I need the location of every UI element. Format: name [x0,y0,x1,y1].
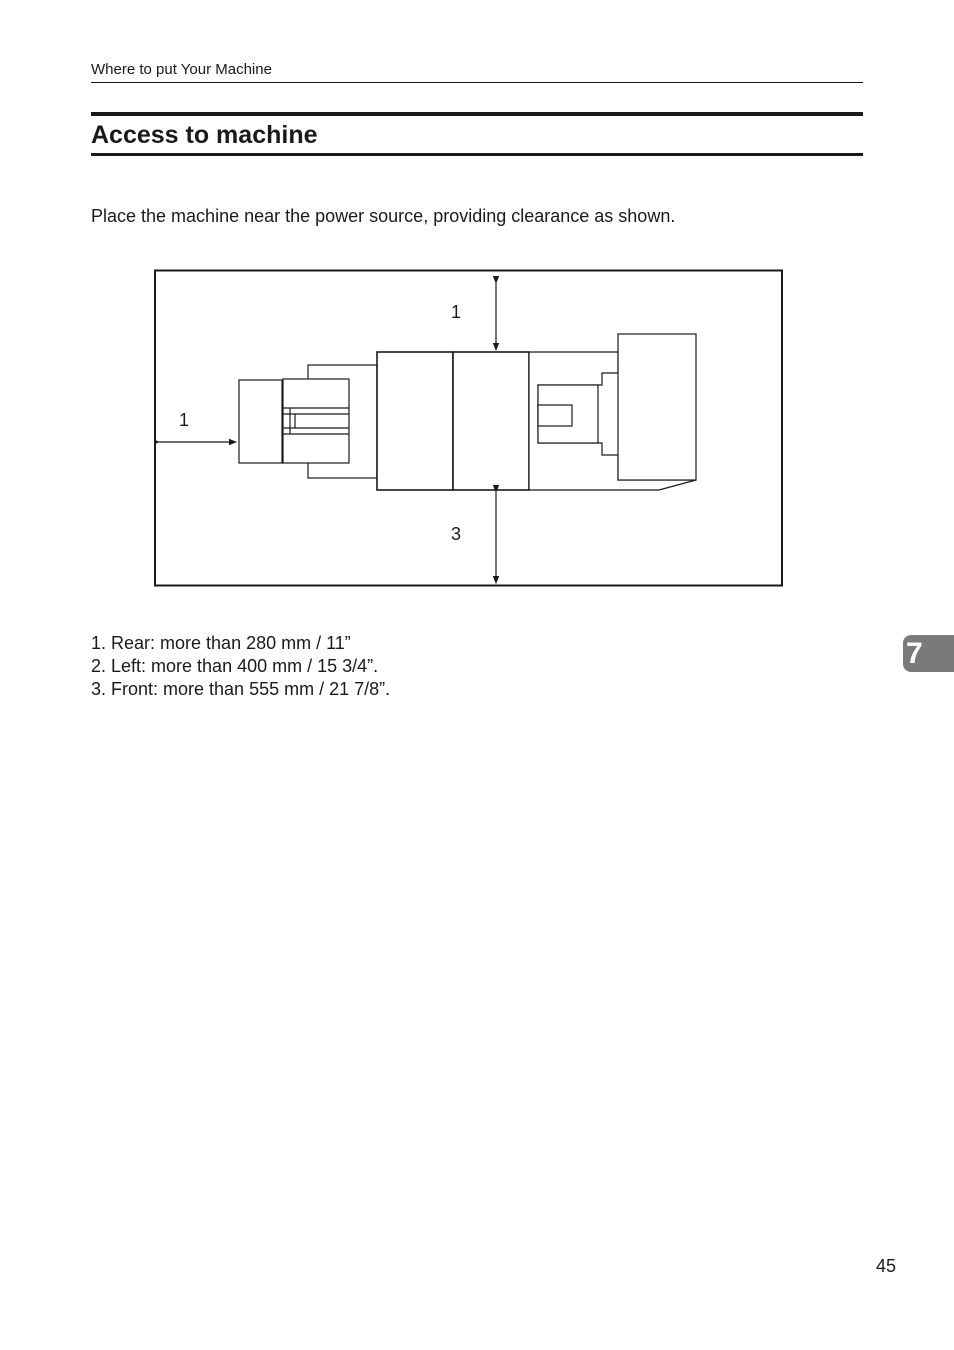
rear-clearance-label: 1 [451,302,462,322]
page-title: Access to machine [91,121,318,149]
list-item: 2. Left: more than 400 mm / 15 3/4”. [91,656,379,676]
list-item: 1. Rear: more than 280 mm / 11” [91,633,351,653]
intro-text: Place the machine near the power source, providing clearance as shown. [91,206,676,226]
left-clearance-label: 1 [179,410,190,430]
list-item: 3. Front: more than 555 mm / 21 7/8”. [91,679,391,699]
title-rule-bottom [91,153,863,156]
front-clearance-label: 3 [451,524,462,544]
header-rule [91,82,863,83]
chapter-tab: 7 [903,635,954,672]
running-header: Where to put Your Machine [91,61,272,78]
machine-outline [239,334,696,490]
clearance-diagram [154,269,784,587]
page-number: 45 [876,1256,897,1276]
clearance-list [91,632,390,701]
title-rule-top [91,112,863,116]
